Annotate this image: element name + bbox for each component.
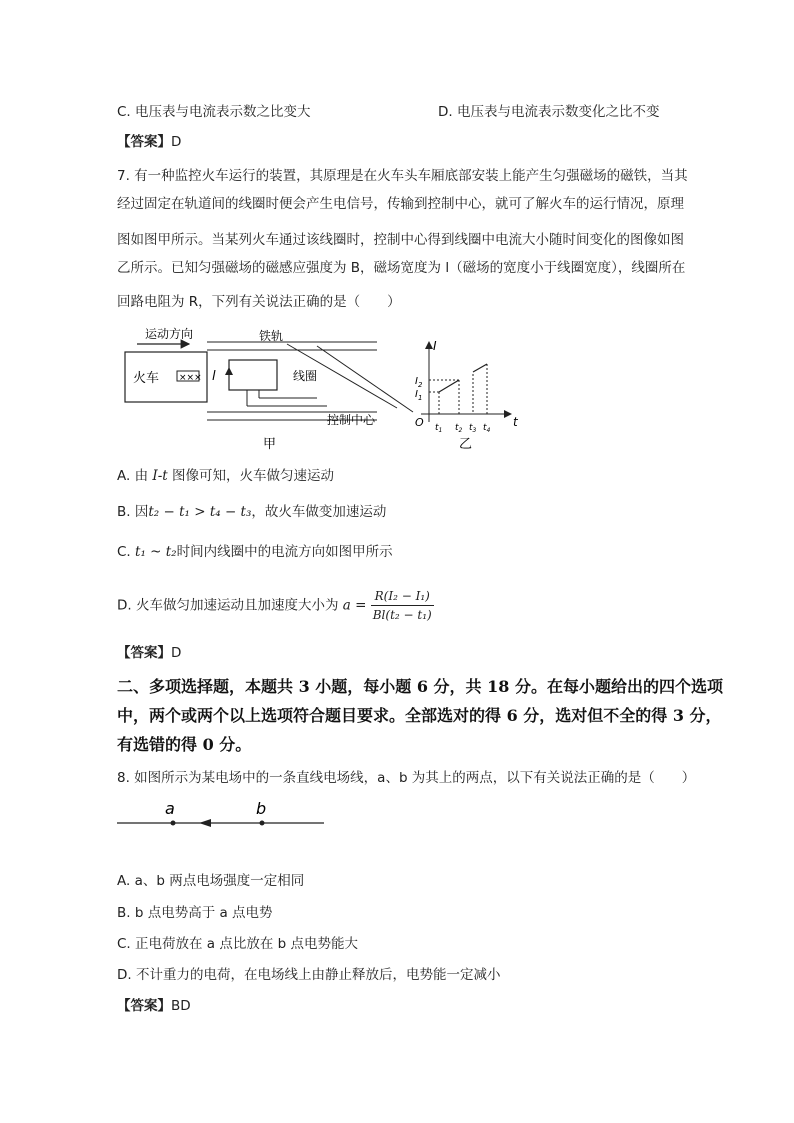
figure-jia-label: 甲 xyxy=(263,437,277,452)
q8-option-b: B. b 点电势高于 a 点电势 xyxy=(117,905,273,921)
control-label: 控制中心 xyxy=(327,413,376,427)
coil xyxy=(229,360,277,390)
svg-text:t: t xyxy=(513,415,518,429)
svg-text:I2: $I_2$ xyxy=(415,376,423,389)
q8-option-c: C. 正电荷放在 a 点比放在 b 点电势能大 xyxy=(117,936,359,952)
section2-line-1: 二、多项选择题，本题共 3 小题，每小题 6 分，共 18 分。在每小题给出的四个选项 xyxy=(117,677,723,696)
q8-field-line-figure xyxy=(117,798,337,834)
q7-answer: 【答案】D xyxy=(117,645,182,661)
q7-option-d: D. 火车做匀加速运动且加速度大小为 a = $\frac{\text{R(I₂ − I₁)}}{\text{Bl(t₂ − t₁)}}$ xyxy=(117,589,432,622)
q6-option-c: C. 电压表与电流表示数之比变大 xyxy=(117,104,311,120)
train-label: 火车 xyxy=(133,371,160,386)
q8-stem: 8. 如图所示为某电场中的一条直线电场线，a、b 为其上的两点，以下有关说法正确的是（ ） xyxy=(117,770,696,786)
svg-text:×××: ××× xyxy=(179,373,202,383)
svg-text:b: b xyxy=(256,799,267,818)
direction-label: 运动方向 xyxy=(145,327,194,341)
q8-answer: 【答案】BD xyxy=(117,998,191,1014)
answer-value: D xyxy=(171,134,182,150)
point-b xyxy=(260,821,265,826)
svg-text:t1: $t_1$ xyxy=(435,423,443,434)
rail-label: 铁轨 xyxy=(259,329,284,343)
answer-tag: 【答案】 xyxy=(117,134,171,150)
section2-line-3: 有选错的得 0 分。 xyxy=(117,735,252,754)
svg-text:I1: $I_1$ xyxy=(415,389,423,402)
q7-line-1: 7. 有一种监控火车运行的装置，其原理是在火车头车厢底部安装上能产生匀强磁场的磁铁，当其 xyxy=(117,168,688,184)
q7-figure xyxy=(117,322,537,456)
q6-option-d: D. 电压表与电流表示数变化之比不变 xyxy=(438,104,660,120)
section2-line-2: 中，两个或两个以上选项符合题目要求。全部选对的得 6 分，选对但不全的得 3 分， xyxy=(117,706,722,725)
q7-line-2: 经过固定在轨道间的线圈时便会产生电信号，传输到控制中心，就可了解火车的运行情况，原理 xyxy=(117,196,684,212)
field-direction-arrow xyxy=(199,819,211,827)
q6-answer xyxy=(117,133,181,151)
q8-option-a: A. a、b 两点电场强度一定相同 xyxy=(117,873,305,889)
q7-line-5: 回路电阻为 R，下列有关说法正确的是（ ） xyxy=(117,294,401,310)
acceleration-fraction: $\frac{\text{R(I₂ − I₁)}}{\text{Bl(t₂ − t₁)}}$ xyxy=(372,589,432,622)
point-a xyxy=(171,821,176,826)
q7-option-a: A. 由 I-t 图像可知，火车做匀速运动 xyxy=(117,468,334,484)
svg-text:t2: $t_2$ xyxy=(455,423,463,434)
svg-text:a: a xyxy=(165,799,175,818)
q7-line-4: 乙所示。已知匀强磁场的磁感应强度为 B，磁场宽度为 l（磁场的宽度小于线圈宽度），线圈所在 xyxy=(117,260,686,276)
coil-label: 线圈 xyxy=(293,369,318,383)
svg-text:t3: $t_3$ xyxy=(469,423,477,434)
svg-text:O: O xyxy=(415,416,424,429)
svg-text:t4: $t_4$ xyxy=(483,423,491,434)
svg-text:l: l xyxy=(212,369,216,384)
q8-option-d: D. 不计重力的电荷，在电场线上由静止释放后，电势能一定减小 xyxy=(117,967,501,983)
q7-line-3: 图如图甲所示。当某列火车通过该线圈时，控制中心得到线圈中电流大小随时间变化的图像如图 xyxy=(117,232,684,248)
q7-option-b: B. 因t₂ − t₁ > t₄ − t₃，故火车做变加速运动 xyxy=(117,504,387,520)
svg-text:I: I xyxy=(433,339,437,353)
q7-option-c: C. t₁ ~ t₂时间内线圈中的电流方向如图甲所示 xyxy=(117,544,393,560)
figure-yi-label: 乙 xyxy=(459,437,473,452)
